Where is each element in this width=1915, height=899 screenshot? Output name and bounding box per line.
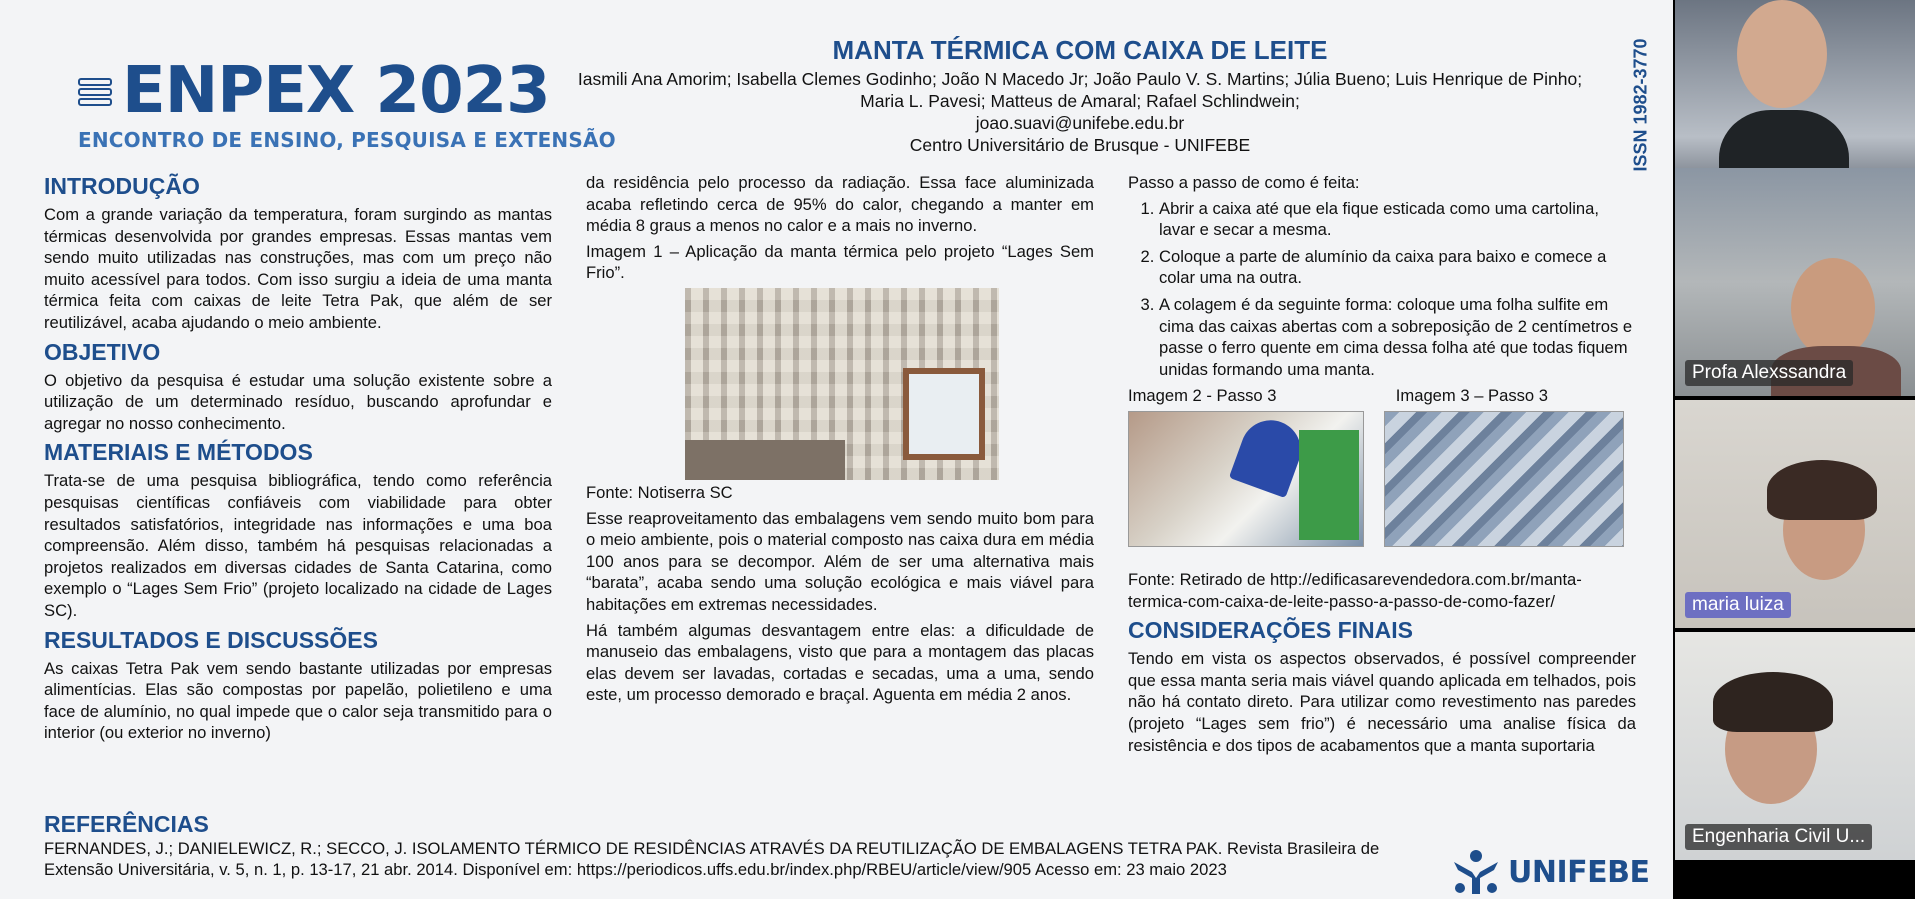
enpex-logo [78, 56, 616, 152]
images-source: Fonte: Retirado de http://edificasarevendedora.com.br/manta-termica-com-caixa-de-leite-passo-a-passo-de-como-fazer/ [1128, 569, 1582, 611]
results-heading: RESULTADOS E DISCUSSÕES [44, 626, 378, 653]
image1-photo [685, 288, 999, 480]
steps-intro: Passo a passo de como é feita: [1128, 173, 1360, 192]
participant-name: maria luiza [1685, 592, 1791, 618]
references-heading: REFERÊNCIAS [44, 811, 209, 837]
image1-caption: Imagem 1 – Aplicação da manta térmica pelo projeto “Lages Sem Frio”. [586, 241, 1094, 283]
image3-label: Imagem 3 – Passo 3 [1395, 386, 1548, 406]
poster-title: MANTA TÉRMICA COM CAIXA DE LEITE [832, 35, 1328, 65]
image-labels [1128, 385, 1548, 407]
participant-name: Profa Alexssandra [1685, 360, 1853, 386]
participant-name: Engenharia Civil U... [1685, 824, 1872, 850]
intro-heading: INTRODUÇÃO [44, 173, 200, 199]
references-section [44, 810, 1424, 880]
logo-title: ENPEX 2023 [78, 56, 616, 126]
column-2 [586, 172, 1094, 710]
col2-text-1: da residência pelo processo da radiação. Essa face aluminizada acaba refletindo cerca de 95% do calor, chegando a manter em média 8 graus a menos no calor e a mais no inverno. [586, 173, 1094, 236]
step-item: 3. A colagem é da seguinte forma: coloque uma folha sulfite em cima das caixas abertas com a sobreposição de 2 centímetros e passe o ferro quente em cima dessa folha até que todas fiquem unidas formando uma manta. [1159, 294, 1636, 380]
contact-email: joao.suavi@unifebe.edu.br [975, 113, 1185, 133]
steps-list [1128, 198, 1636, 381]
participant-video [1791, 258, 1875, 358]
unifebe-logo: UNIFEBE [1450, 848, 1649, 896]
references-text: FERNANDES, J.; DANIELEWICZ, R.; SECCO, J. ISOLAMENTO TÉRMICO DE RESIDÊNCIAS ATRAVÉS DA REUTILIZAÇÃO DE EMBALAGENS TETRA PAK. Revista Brasileira de Extensão Universitária, v. 5, n. 1, p. 13-17, 21 abr. 2014. Disponível em: https://periodicos.uffs.edu.br/index.php/RBEU/article/view/905 Acesso em: 23 maio 2023 [44, 839, 1380, 879]
step-item: 1. Abrir a caixa até que ela fique esticada como uma cartolina, lavar e secar a mesma. [1159, 198, 1636, 241]
step-item: 2. Coloque a parte de alumínio da caixa para baixo e comece a colar uma na outra. [1159, 246, 1636, 289]
methods-heading: MATERIAIS E MÉTODOS [44, 439, 313, 466]
image2-photo [1128, 411, 1364, 547]
image3-photo [1384, 411, 1624, 547]
authors-line-1: Iasmili Ana Amorim; Isabella Clemes Godinho; João N Macedo Jr; João Paulo V. S. Martins; Júlia Bueno; Luis Henrique de Pinho; [577, 69, 1583, 89]
results-text: As caixas Tetra Pak vem sendo bastante utilizadas por empresas alimentícias. Elas são compostas por papelão, polietileno e uma face de alumínio, no qual impede que o calor seja transmitido para o interior (ou exterior no inverno) [44, 658, 552, 743]
participants-sidebar [1673, 0, 1915, 899]
step-images [1128, 411, 1636, 547]
participant-tile[interactable] [1675, 168, 1915, 396]
col2-text-2: Esse reaproveitamento das embalagens vem sendo muito bom para o meio ambiente, pois o material composto nas caixa dura em média 100 anos para se decompor. Além de ser uma alternativa mais “barata”, acaba sendo uma solução ecológica e mais viável para habitações em extremas necessidades. [586, 508, 1094, 614]
objective-text: O objetivo da pesquisa é estudar uma solução existente sobre a utilização de um determinado resíduo, buscando aprofundar e agregar no nosso conhecimento. [44, 370, 552, 433]
unifebe-emblem-icon [1450, 848, 1502, 896]
column-3 [1128, 172, 1636, 760]
conclusions-heading: CONSIDERAÇÕES FINAIS [1128, 617, 1413, 644]
authors-line-2: Maria L. Pavesi; Matteus de Amaral; Rafael Schlindwein; [860, 91, 1300, 111]
participant-tile[interactable] [1675, 400, 1915, 628]
poster-header [540, 34, 1620, 156]
participant-tile[interactable] [1675, 632, 1915, 860]
image1-source: Fonte: Notiserra SC [586, 482, 733, 502]
books-icon [78, 72, 112, 110]
intro-text: Com a grande variação da temperatura, foram surgindo as mantas térmicas desenvolvida por grandes empresas. Essas mantas vem sendo muito utilizadas nas construções, mas com um preço não muito acessível para todos. Com isso surgiu a ideia de uma manta térmica feita com caixas de leite Tetra Pak, que além de ser reutilizável, acaba ajudando o meio ambiente. [44, 205, 552, 332]
methods-text: Trata-se de uma pesquisa bibliográfica, tendo como referência pesquisas científicas confiáveis com viabilidade para obter resultados satisfatórios, integridade nas informações e uma boa compreensão. Além disso, também há pesquisas relacionadas a projetos realizados em diversas cidades de Santa Catarina, como exemplo o “Lages Sem Frio” (projeto localizado na cidade de Lages SC). [44, 471, 552, 620]
conclusions-text: Tendo em vista os aspectos observados, é possível compreender que essa manta seria mais viável quando aplicada em telhados, pois não há contato direto. Para utilizar como revestimento nas paredes (projeto “Lages sem frio”) é necessário uma analise física da resistência e dos tipos de acabamentos que a manta suportaria [1128, 649, 1636, 755]
participant-video [1737, 0, 1827, 108]
col2-text-3: Há também algumas desvantagem entre elas: a dificuldade de manuseio das embalagens, visto que para a montagem das placas elas devem ser lavadas, cortadas e secadas, uma a uma, sendo este, um processo demorado e braçal. Aguenta em média 2 anos. [586, 620, 1094, 705]
logo-subtitle: ENCONTRO DE ENSINO, PESQUISA E EXTENSÃO [78, 128, 616, 152]
image2-label: Imagem 2 - Passo 3 [1128, 386, 1277, 406]
issn-label: ISSN 1982-3770 [1630, 38, 1651, 172]
institution: Centro Universitário de Brusque - UNIFEBE [909, 135, 1251, 155]
column-1 [44, 172, 552, 748]
objective-heading: OBJETIVO [44, 338, 161, 365]
